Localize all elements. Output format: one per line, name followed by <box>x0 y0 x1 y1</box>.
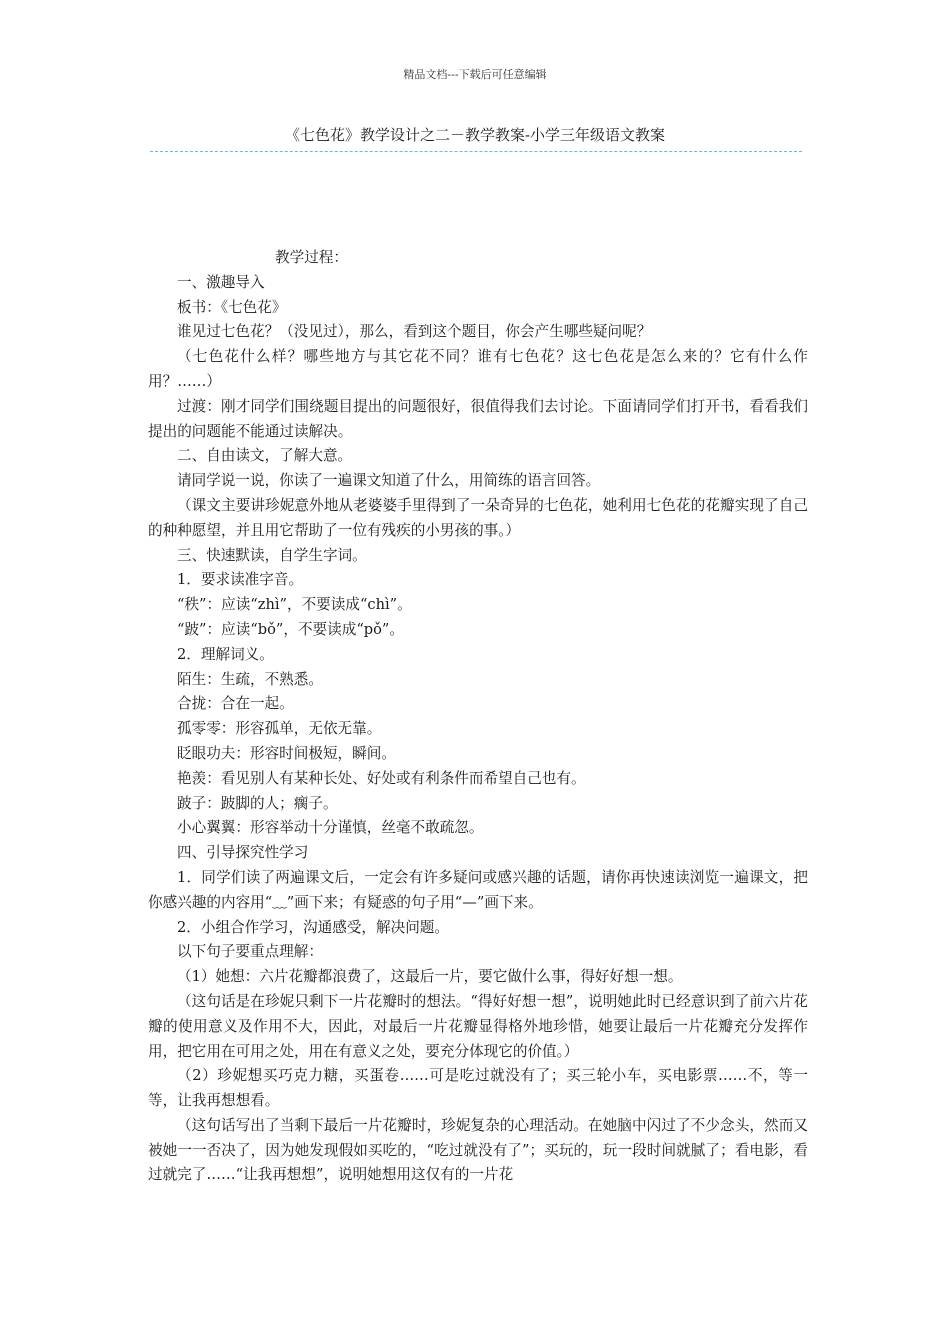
paragraph: “跛”：应读“bǒ”，不要读成“pǒ”。 <box>177 620 404 638</box>
paragraph: “秩”：应读“zhì”，不要读成“chì”。 <box>177 596 412 614</box>
paragraph: （1）她想：六片花瓣都浪费了，这最后一片，要它做什么事，得好好想一想。 <box>177 968 683 986</box>
paragraph: 四、引导探究性学习 <box>177 844 309 862</box>
paragraph: 艳羡：看见别人有某种长处、好处或有利条件而希望自己也有。 <box>177 769 586 787</box>
paragraph: 过渡：刚才同学们围绕题目提出的问题很好，很值得我们去讨论。下面请同学们打开书，看看我们提出的问题能不能通过读解决。 <box>148 397 808 440</box>
paragraph: 跛子：跛脚的人；瘸子。 <box>177 794 338 812</box>
paragraph: 请同学说一说，你读了一遍课文知道了什么，用简练的语言回答。 <box>177 472 601 490</box>
paragraph: （这句话写出了当剩下最后一片花瓣时，珍妮复杂的心理活动。在她脑中闪过了不少念头，然而又被她一一否决了，因为她发现假如买吃的，“吃过就没有了”；买玩的，玩一段时间就腻了；看电影，看过就完了……“让我再想想”，说明她想用这仅有的一片花 <box>148 1116 808 1184</box>
paragraph: 谁见过七色花？（没见过），那么，看到这个题目，你会产生哪些疑问呢？ <box>177 323 652 341</box>
section-heading: 教学过程： <box>275 249 348 266</box>
document-body <box>148 246 808 1188</box>
document-title: 《七色花》教学设计之二－教学教案-小学三年级语文教案 <box>284 126 666 144</box>
paragraph: 板书：《七色花》 <box>177 298 287 316</box>
paragraph: 一、激趣导入 <box>177 273 265 291</box>
header-note: 精品文档---下载后可任意编辑 <box>403 68 547 81</box>
paragraph: 合拢：合在一起。 <box>177 695 294 713</box>
paragraph: （这句话是在珍妮只剩下一片花瓣时的想法。“得好好想一想”，说明她此时已经意识到了前六片花瓣的使用意义及作用不大，因此，对最后一片花瓣显得格外地珍惜，她要让最后一片花瓣充分发挥作用，把它用在可用之处，用在有意义之处，要充分体现它的价值。） <box>148 992 808 1060</box>
paragraph: 陌生：生疏，不熟悉。 <box>177 670 323 688</box>
paragraph: 二、自由读文，了解大意。 <box>177 447 353 465</box>
paragraph: 1．要求读准字音。 <box>177 571 304 589</box>
paragraph: 三、快速默读，自学生字词。 <box>177 546 367 564</box>
paragraph: 小心翼翼：形容举动十分谨慎，丝毫不敢疏忽。 <box>177 819 484 837</box>
paragraph: （2）珍妮想买巧克力糖，买蛋卷……可是吃过就没有了；买三轮小车，买电影票……不，等一等，让我再想想看。 <box>148 1067 808 1110</box>
paragraph: 以下句子要重点理解： <box>177 943 323 961</box>
paragraph: 孤零零：形容孤单，无依无靠。 <box>177 720 382 738</box>
paragraph: 2．理解词义。 <box>177 645 274 663</box>
paragraph: 1．同学们读了两遍课文后，一定会有许多疑问或感兴趣的话题，请你再快速读浏览一遍课文，把你感兴趣的内容用“﹏”画下来；有疑惑的句子用“—”画下来。 <box>148 868 808 911</box>
paragraph: 眨眼功夫：形容时间极短，瞬间。 <box>177 744 396 762</box>
title-divider <box>150 151 802 152</box>
paragraph: （课文主要讲珍妮意外地从老婆婆手里得到了一朵奇异的七色花，她利用七色花的花瓣实现了自己的种种愿望，并且用它帮助了一位有残疾的小男孩的事。） <box>148 496 808 539</box>
paragraph: 2．小组合作学习，沟通感受，解决问题。 <box>177 918 449 936</box>
paragraph: （七色花什么样？哪些地方与其它花不同？谁有七色花？这七色花是怎么来的？它有什么作用？……） <box>148 348 808 390</box>
